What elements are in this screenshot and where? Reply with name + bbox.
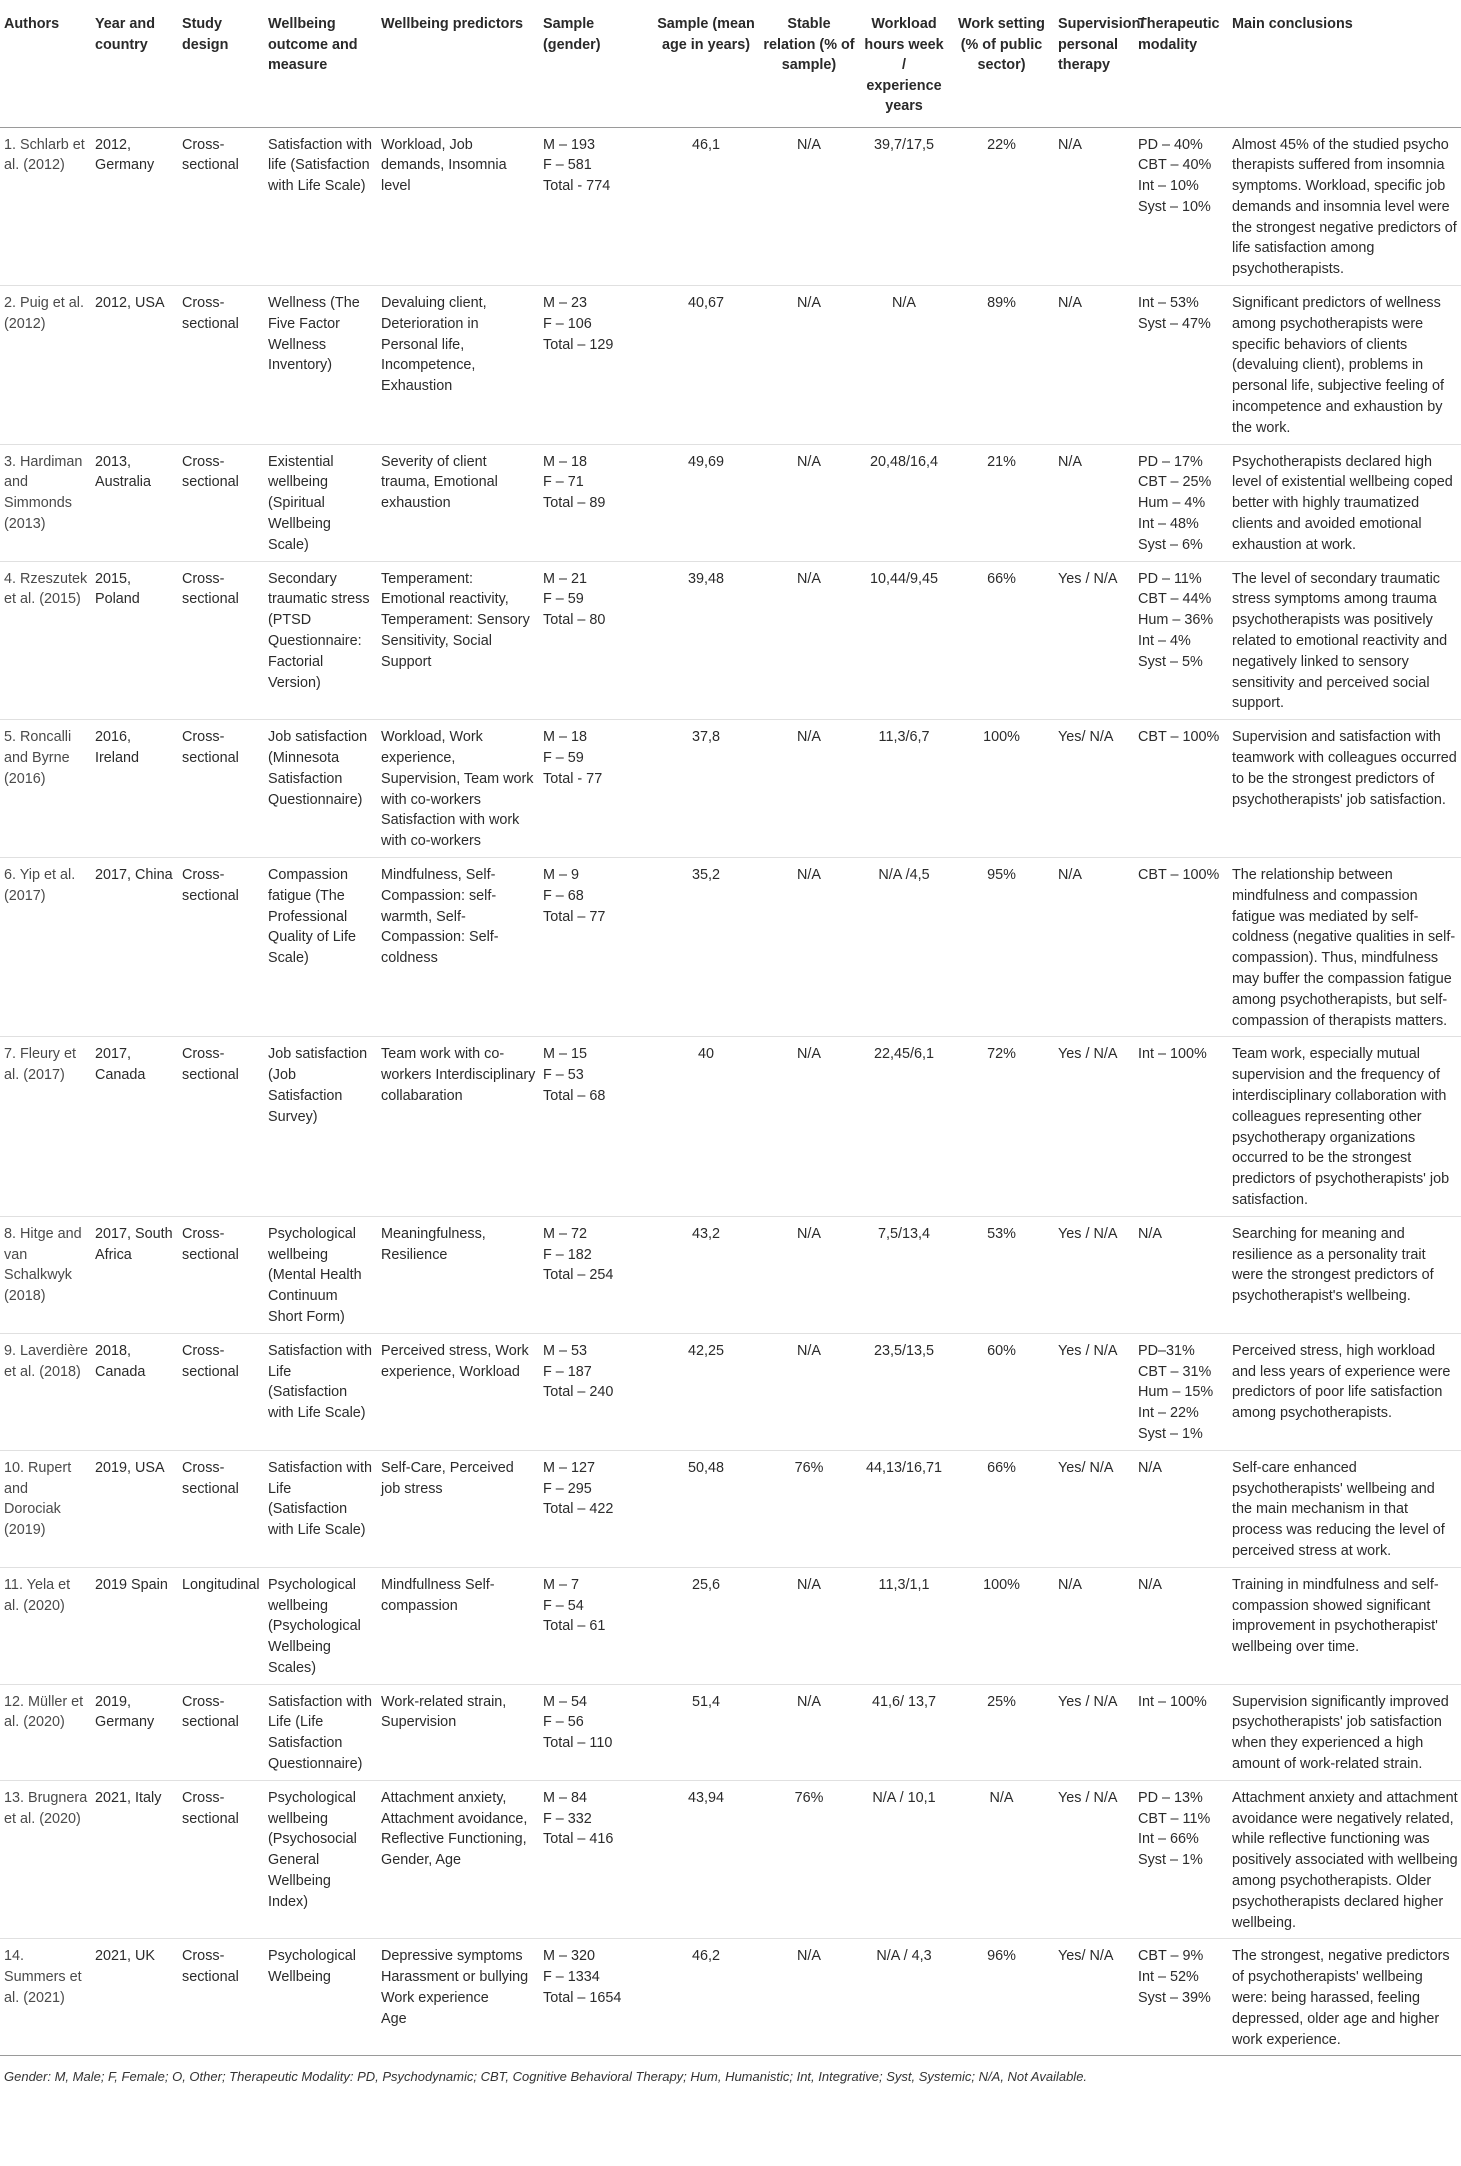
workload-cell: N/A / 10,1 <box>859 1780 948 1939</box>
year-country-cell: 2021, Italy <box>91 1780 178 1939</box>
table-row <box>0 1037 1461 1216</box>
year-country-cell: 2021, UK <box>91 1939 178 2056</box>
table-footnote: Gender: M, Male; F, Female; O, Other; Therapeutic Modality: PD, Psychodynamic; CBT, Cognitive Behavioral Therapy; Hum, Humanistic; Int, Integrative; Syst, Systemic; N/A, Not Available. <box>4 2069 1088 2085</box>
year-country-cell: 2015, Poland <box>91 561 178 720</box>
wellbeing-predictors-cell: Team work with co-workers Interdisciplinary collabaration <box>377 1037 539 1216</box>
sample-gender-cell: M – 127 F – 295 Total – 422 <box>539 1450 653 1567</box>
header-row <box>0 8 1461 127</box>
year-country-cell: 2017, China <box>91 858 178 1037</box>
stable-relation-cell: N/A <box>758 127 859 286</box>
modality-cell: N/A <box>1134 1216 1228 1333</box>
table-row <box>0 286 1461 445</box>
author-cell: 12. Müller et al. (2020) <box>0 1684 91 1780</box>
header-sample-gender: Sample (gender) <box>539 8 653 127</box>
conclusions-cell: Supervision and satisfaction with teamwork with colleagues occurred to be the strongest predictors of psychotherapists' job satisfaction. <box>1228 720 1461 858</box>
supervision-cell: Yes / N/A <box>1054 1037 1134 1216</box>
year-country-cell: 2017, South Africa <box>91 1216 178 1333</box>
table-row <box>0 858 1461 1037</box>
study-design-cell: Cross-sectional <box>178 1037 264 1216</box>
header-stable-relation: Stable relation (% of sample) <box>758 8 859 127</box>
table-row <box>0 444 1461 561</box>
wellbeing-outcome-cell: Satisfaction with life (Satisfaction with Life Scale) <box>264 127 377 286</box>
sample-gender-cell: M – 18 F – 71 Total – 89 <box>539 444 653 561</box>
author-cell: 7. Fleury et al. (2017) <box>0 1037 91 1216</box>
wellbeing-outcome-cell: Psychological wellbeing (Psychological Wellbeing Scales) <box>264 1567 377 1684</box>
modality-cell: PD – 40% CBT – 40% Int – 10% Syst – 10% <box>1134 127 1228 286</box>
supervision-cell: N/A <box>1054 1567 1134 1684</box>
workload-cell: 22,45/6,1 <box>859 1037 948 1216</box>
sample-gender-cell: M – 54 F – 56 Total – 110 <box>539 1684 653 1780</box>
author-cell: 1. Schlarb et al. (2012) <box>0 127 91 286</box>
supervision-cell: Yes/ N/A <box>1054 720 1134 858</box>
modality-cell: PD – 17% CBT – 25% Hum – 4% Int – 48% Syst – 6% <box>1134 444 1228 561</box>
wellbeing-predictors-cell: Workload, Work experience, Supervision, Team work with co-workers Satisfaction with work with co-workers <box>377 720 539 858</box>
table-row <box>0 1450 1461 1567</box>
year-country-cell: 2018, Canada <box>91 1333 178 1450</box>
study-design-cell: Cross-sectional <box>178 1216 264 1333</box>
work-setting-cell: 53% <box>948 1216 1054 1333</box>
work-setting-cell: 89% <box>948 286 1054 445</box>
stable-relation-cell: N/A <box>758 1567 859 1684</box>
stable-relation-cell: N/A <box>758 1216 859 1333</box>
author-cell: 3. Hardiman and Simmonds (2013) <box>0 444 91 561</box>
work-setting-cell: 66% <box>948 561 1054 720</box>
wellbeing-predictors-cell: Mindfullness Self-compassion <box>377 1567 539 1684</box>
conclusions-cell: The level of secondary traumatic stress symptoms among trauma psychotherapists was positively related to emotional reactivity and negatively linked to sensory sensitivity and perceived social support. <box>1228 561 1461 720</box>
supervision-cell: Yes / N/A <box>1054 1216 1134 1333</box>
supervision-cell: N/A <box>1054 127 1134 286</box>
supervision-cell: Yes/ N/A <box>1054 1939 1134 2056</box>
header-work-setting: Work setting (% of public sector) <box>948 8 1054 127</box>
year-country-cell: 2016, Ireland <box>91 720 178 858</box>
work-setting-cell: 22% <box>948 127 1054 286</box>
stable-relation-cell: N/A <box>758 1333 859 1450</box>
modality-cell: PD – 13% CBT – 11% Int – 66% Syst – 1% <box>1134 1780 1228 1939</box>
wellbeing-predictors-cell: Workload, Job demands, Insomnia level <box>377 127 539 286</box>
wellbeing-predictors-cell: Mindfulness, Self-Compassion: self-warmth, Self-Compassion: Self-coldness <box>377 858 539 1037</box>
wellbeing-outcome-cell: Psychological wellbeing (Psychosocial General Wellbeing Index) <box>264 1780 377 1939</box>
sample-gender-cell: M – 9 F – 68 Total – 77 <box>539 858 653 1037</box>
work-setting-cell: 100% <box>948 1567 1054 1684</box>
conclusions-cell: Self-care enhanced psychotherapists' wellbeing and the main mechanism in that process was reducing the level of perceived stress at work. <box>1228 1450 1461 1567</box>
modality-cell: N/A <box>1134 1450 1228 1567</box>
author-cell: 14. Summers et al. (2021) <box>0 1939 91 2056</box>
workload-cell: 41,6/ 13,7 <box>859 1684 948 1780</box>
year-country-cell: 2017, Canada <box>91 1037 178 1216</box>
sample-age-cell: 35,2 <box>653 858 758 1037</box>
header-year-country: Year and country <box>91 8 178 127</box>
header-conclusions: Main conclusions <box>1228 8 1461 127</box>
conclusions-cell: Training in mindfulness and self-compassion showed significant improvement in psychotherapist' wellbeing over time. <box>1228 1567 1461 1684</box>
author-cell: 5. Roncalli and Byrne (2016) <box>0 720 91 858</box>
sample-age-cell: 37,8 <box>653 720 758 858</box>
wellbeing-outcome-cell: Secondary traumatic stress (PTSD Questionnaire: Factorial Version) <box>264 561 377 720</box>
header-authors: Authors <box>0 8 91 127</box>
study-design-cell: Cross-sectional <box>178 1684 264 1780</box>
study-design-cell: Cross-sectional <box>178 858 264 1037</box>
year-country-cell: 2019, USA <box>91 1450 178 1567</box>
supervision-cell: Yes / N/A <box>1054 1333 1134 1450</box>
sample-gender-cell: M – 15 F – 53 Total – 68 <box>539 1037 653 1216</box>
conclusions-cell: Team work, especially mutual supervision and the frequency of interdisciplinary collaboration with colleagues representing other psychotherapy organizations occurred to be the strongest predictors of psychotherapists' job satisfaction. <box>1228 1037 1461 1216</box>
sample-gender-cell: M – 72 F – 182 Total – 254 <box>539 1216 653 1333</box>
modality-cell: Int – 53% Syst – 47% <box>1134 286 1228 445</box>
workload-cell: 39,7/17,5 <box>859 127 948 286</box>
stable-relation-cell: N/A <box>758 444 859 561</box>
study-design-cell: Cross-sectional <box>178 444 264 561</box>
supervision-cell: Yes / N/A <box>1054 1684 1134 1780</box>
stable-relation-cell: N/A <box>758 1684 859 1780</box>
year-country-cell: 2012, USA <box>91 286 178 445</box>
sample-age-cell: 46,2 <box>653 1939 758 2056</box>
stable-relation-cell: 76% <box>758 1780 859 1939</box>
study-design-cell: Cross-sectional <box>178 286 264 445</box>
wellbeing-predictors-cell: Work-related strain, Supervision <box>377 1684 539 1780</box>
conclusions-cell: Perceived stress, high workload and less years of experience were predictors of poor life satisfaction among psychotherapists. <box>1228 1333 1461 1450</box>
stable-relation-cell: N/A <box>758 561 859 720</box>
table-row <box>0 1939 1461 2056</box>
supervision-cell: Yes / N/A <box>1054 1780 1134 1939</box>
year-country-cell: 2019, Germany <box>91 1684 178 1780</box>
table-row <box>0 720 1461 858</box>
wellbeing-outcome-cell: Psychological Wellbeing <box>264 1939 377 2056</box>
sample-gender-cell: M – 23 F – 106 Total – 129 <box>539 286 653 445</box>
sample-age-cell: 51,4 <box>653 1684 758 1780</box>
author-cell: 11. Yela et al. (2020) <box>0 1567 91 1684</box>
conclusions-cell: Attachment anxiety and attachment avoidance were negatively related, while reflective functioning was positively associated with wellbeing among psychotherapists. Older psychotherapists declared higher wellbeing. <box>1228 1780 1461 1939</box>
conclusions-cell: Significant predictors of wellness among psychotherapists were specific behaviors of clients (devaluing client), problems in personal life, subjective feeling of incompetence and exhaustion by the work. <box>1228 286 1461 445</box>
wellbeing-predictors-cell: Self-Care, Perceived job stress <box>377 1450 539 1567</box>
study-design-cell: Cross-sectional <box>178 720 264 858</box>
table-header <box>0 8 1461 127</box>
stable-relation-cell: 76% <box>758 1450 859 1567</box>
supervision-cell: N/A <box>1054 858 1134 1037</box>
sample-age-cell: 43,94 <box>653 1780 758 1939</box>
modality-cell: CBT – 100% <box>1134 720 1228 858</box>
wellbeing-predictors-cell: Devaluing client, Deterioration in Personal life, Incompetence, Exhaustion <box>377 286 539 445</box>
table-row <box>0 561 1461 720</box>
workload-cell: N/A / 4,3 <box>859 1939 948 2056</box>
header-wellbeing-predictors: Wellbeing predictors <box>377 8 539 127</box>
supervision-cell: N/A <box>1054 444 1134 561</box>
modality-cell: PD – 11% CBT – 44% Hum – 36% Int – 4% Syst – 5% <box>1134 561 1228 720</box>
work-setting-cell: 96% <box>948 1939 1054 2056</box>
author-cell: 6. Yip et al. (2017) <box>0 858 91 1037</box>
study-design-cell: Cross-sectional <box>178 561 264 720</box>
sample-age-cell: 40,67 <box>653 286 758 445</box>
workload-cell: 23,5/13,5 <box>859 1333 948 1450</box>
wellbeing-predictors-cell: Severity of client trauma, Emotional exhaustion <box>377 444 539 561</box>
sample-gender-cell: M – 53 F – 187 Total – 240 <box>539 1333 653 1450</box>
sample-age-cell: 25,6 <box>653 1567 758 1684</box>
study-design-cell: Longitudinal <box>178 1567 264 1684</box>
table-row <box>0 1684 1461 1780</box>
conclusions-cell: Psychotherapists declared high level of existential wellbeing coped better with highly traumatized clients and avoided emotional exhaustion at work. <box>1228 444 1461 561</box>
work-setting-cell: 95% <box>948 858 1054 1037</box>
supervision-cell: Yes / N/A <box>1054 561 1134 720</box>
work-setting-cell: 25% <box>948 1684 1054 1780</box>
workload-cell: 11,3/6,7 <box>859 720 948 858</box>
supervision-cell: N/A <box>1054 286 1134 445</box>
study-design-cell: Cross-sectional <box>178 1939 264 2056</box>
wellbeing-outcome-cell: Wellness (The Five Factor Wellness Inventory) <box>264 286 377 445</box>
wellbeing-predictors-cell: Temperament: Emotional reactivity, Temperament: Sensory Sensitivity, Social Support <box>377 561 539 720</box>
wellbeing-outcome-cell: Job satisfaction (Minnesota Satisfaction Questionnaire) <box>264 720 377 858</box>
workload-cell: N/A <box>859 286 948 445</box>
stable-relation-cell: N/A <box>758 858 859 1037</box>
header-workload: Workload hours week / experience years <box>859 8 948 127</box>
sample-age-cell: 49,69 <box>653 444 758 561</box>
sample-age-cell: 50,48 <box>653 1450 758 1567</box>
table-row <box>0 1216 1461 1333</box>
author-cell: 4. Rzeszutek et al. (2015) <box>0 561 91 720</box>
sample-gender-cell: M – 84 F – 332 Total – 416 <box>539 1780 653 1939</box>
author-cell: 10. Rupert and Dorociak (2019) <box>0 1450 91 1567</box>
supervision-cell: Yes/ N/A <box>1054 1450 1134 1567</box>
conclusions-cell: The strongest, negative predictors of psychotherapists' wellbeing were: being harassed, feeling depressed, older age and higher work experience. <box>1228 1939 1461 2056</box>
author-cell: 9. Laverdière et al. (2018) <box>0 1333 91 1450</box>
wellbeing-predictors-cell: Depressive symptoms Harassment or bullying Work experience Age <box>377 1939 539 2056</box>
work-setting-cell: 21% <box>948 444 1054 561</box>
conclusions-cell: Searching for meaning and resilience as a personality trait were the strongest predictors of psychotherapist's wellbeing. <box>1228 1216 1461 1333</box>
header-modality: Therapeutic modality <box>1134 8 1228 127</box>
header-supervision: Supervision/ personal therapy <box>1054 8 1134 127</box>
table-row <box>0 1333 1461 1450</box>
wellbeing-outcome-cell: Satisfaction with Life (Satisfaction with Life Scale) <box>264 1450 377 1567</box>
author-cell: 8. Hitge and van Schalkwyk (2018) <box>0 1216 91 1333</box>
workload-cell: 11,3/1,1 <box>859 1567 948 1684</box>
work-setting-cell: 72% <box>948 1037 1054 1216</box>
modality-cell: PD–31% CBT – 31% Hum – 15% Int – 22% Syst – 1% <box>1134 1333 1228 1450</box>
wellbeing-outcome-cell: Satisfaction with Life (Life Satisfaction Questionnaire) <box>264 1684 377 1780</box>
wellbeing-predictors-cell: Perceived stress, Work experience, Workload <box>377 1333 539 1450</box>
year-country-cell: 2013, Australia <box>91 444 178 561</box>
modality-cell: Int – 100% <box>1134 1684 1228 1780</box>
study-design-cell: Cross-sectional <box>178 127 264 286</box>
table-row <box>0 1567 1461 1684</box>
sample-age-cell: 42,25 <box>653 1333 758 1450</box>
workload-cell: N/A /4,5 <box>859 858 948 1037</box>
workload-cell: 10,44/9,45 <box>859 561 948 720</box>
stable-relation-cell: N/A <box>758 1037 859 1216</box>
sample-gender-cell: M – 7 F – 54 Total – 61 <box>539 1567 653 1684</box>
sample-age-cell: 40 <box>653 1037 758 1216</box>
year-country-cell: 2012, Germany <box>91 127 178 286</box>
modality-cell: CBT – 100% <box>1134 858 1228 1037</box>
wellbeing-outcome-cell: Psychological wellbeing (Mental Health Continuum Short Form) <box>264 1216 377 1333</box>
study-design-cell: Cross-sectional <box>178 1780 264 1939</box>
conclusions-cell: Almost 45% of the studied psycho therapists suffered from insomnia symptoms. Workload, specific job demands and insomnia level were the strongest negative predictors of life satisfaction among psychotherapists. <box>1228 127 1461 286</box>
modality-cell: Int – 100% <box>1134 1037 1228 1216</box>
wellbeing-outcome-cell: Existential wellbeing (Spiritual Wellbeing Scale) <box>264 444 377 561</box>
study-design-cell: Cross-sectional <box>178 1333 264 1450</box>
sample-gender-cell: M – 193 F – 581 Total - 774 <box>539 127 653 286</box>
table-row <box>0 127 1461 286</box>
conclusions-cell: The relationship between mindfulness and compassion fatigue was mediated by self-coldness (negative qualities in self-compassion). Thus, mindfulness may buffer the compassion fatigue among psychotherapists, but self-compassion of therapists matters. <box>1228 858 1461 1037</box>
conclusions-cell: Supervision significantly improved psychotherapists' job satisfaction when they experienced a high amount of work-related strain. <box>1228 1684 1461 1780</box>
workload-cell: 20,48/16,4 <box>859 444 948 561</box>
sample-age-cell: 43,2 <box>653 1216 758 1333</box>
workload-cell: 7,5/13,4 <box>859 1216 948 1333</box>
sample-age-cell: 39,48 <box>653 561 758 720</box>
stable-relation-cell: N/A <box>758 286 859 445</box>
wellbeing-outcome-cell: Job satisfaction (Job Satisfaction Survey) <box>264 1037 377 1216</box>
table-body <box>0 127 1461 2056</box>
sample-gender-cell: M – 320 F – 1334 Total – 1654 <box>539 1939 653 2056</box>
header-wellbeing-outcome: Wellbeing outcome and measure <box>264 8 377 127</box>
header-study-design: Study design <box>178 8 264 127</box>
work-setting-cell: 60% <box>948 1333 1054 1450</box>
sample-gender-cell: M – 21 F – 59 Total – 80 <box>539 561 653 720</box>
year-country-cell: 2019 Spain <box>91 1567 178 1684</box>
study-design-cell: Cross-sectional <box>178 1450 264 1567</box>
work-setting-cell: 66% <box>948 1450 1054 1567</box>
workload-cell: 44,13/16,71 <box>859 1450 948 1567</box>
stable-relation-cell: N/A <box>758 1939 859 2056</box>
work-setting-cell: 100% <box>948 720 1054 858</box>
stable-relation-cell: N/A <box>758 720 859 858</box>
modality-cell: N/A <box>1134 1567 1228 1684</box>
modality-cell: CBT – 9% Int – 52% Syst – 39% <box>1134 1939 1228 2056</box>
work-setting-cell: N/A <box>948 1780 1054 1939</box>
wellbeing-predictors-cell: Attachment anxiety, Attachment avoidance, Reflective Functioning, Gender, Age <box>377 1780 539 1939</box>
sample-age-cell: 46,1 <box>653 127 758 286</box>
wellbeing-predictors-cell: Meaningfulness, Resilience <box>377 1216 539 1333</box>
author-cell: 13. Brugnera et al. (2020) <box>0 1780 91 1939</box>
wellbeing-outcome-cell: Satisfaction with Life (Satisfaction with Life Scale) <box>264 1333 377 1450</box>
sample-gender-cell: M – 18 F – 59 Total - 77 <box>539 720 653 858</box>
studies-table <box>0 8 1461 2056</box>
author-cell: 2. Puig et al. (2012) <box>0 286 91 445</box>
wellbeing-outcome-cell: Compassion fatigue (The Professional Quality of Life Scale) <box>264 858 377 1037</box>
table-row <box>0 1780 1461 1939</box>
header-sample-age: Sample (mean age in years) <box>653 8 758 127</box>
